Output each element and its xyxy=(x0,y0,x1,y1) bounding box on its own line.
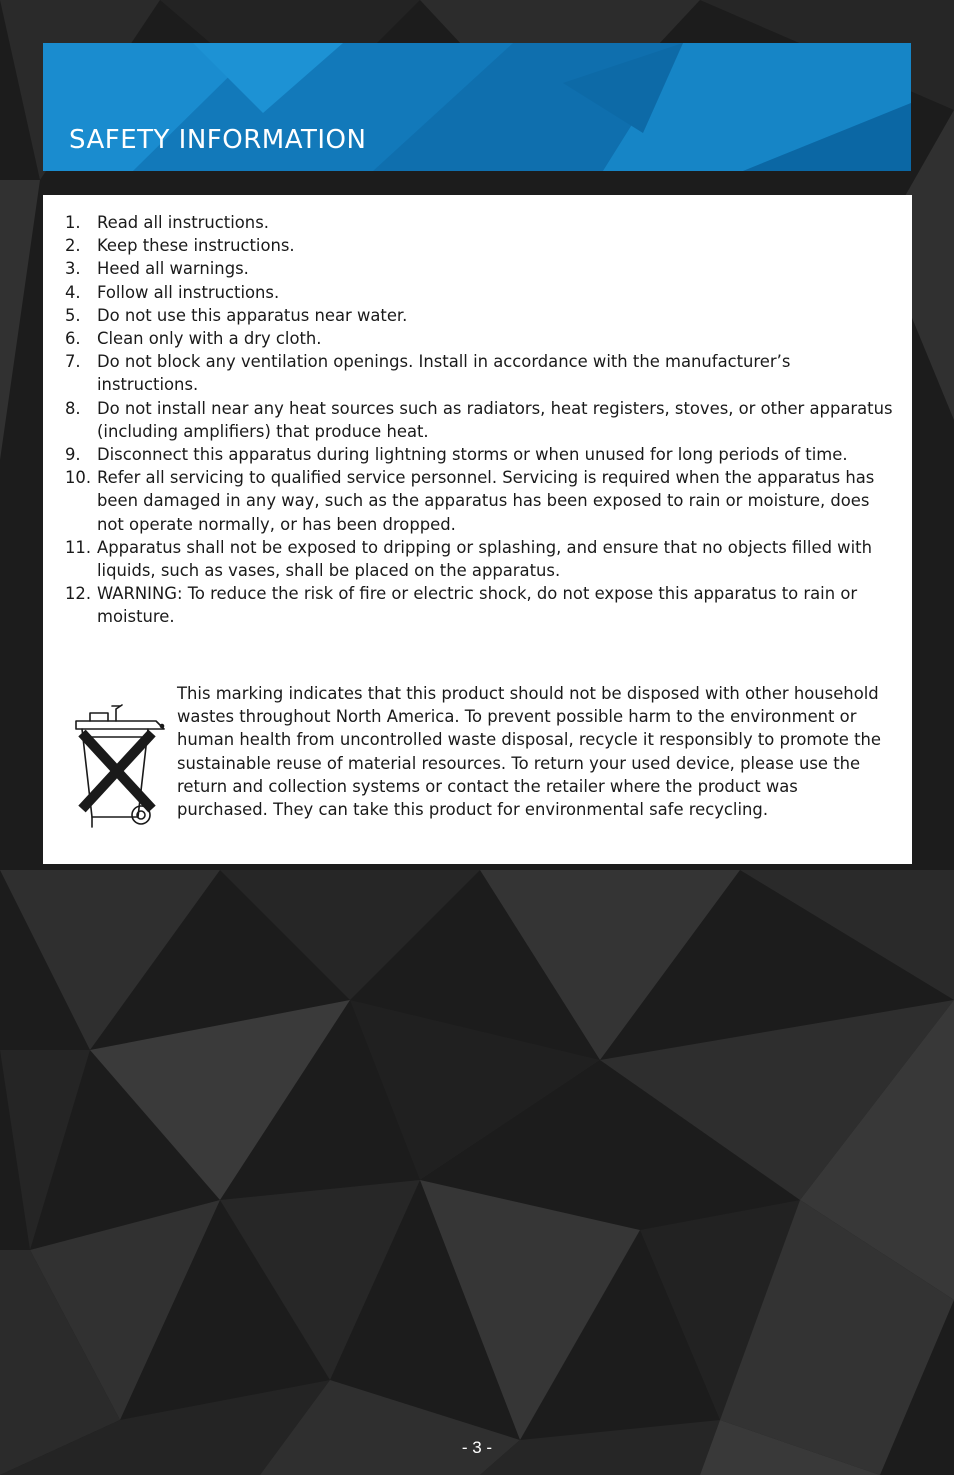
list-item-number: 9. xyxy=(65,445,81,465)
list-item-text: Keep these instructions. xyxy=(97,236,295,256)
list-item xyxy=(65,582,895,628)
list-item xyxy=(65,234,895,257)
list-item xyxy=(65,443,895,466)
section-header xyxy=(43,43,911,171)
list-item-number: 6. xyxy=(65,329,81,349)
list-item xyxy=(65,350,895,396)
list-item xyxy=(65,257,895,280)
list-item-text: Do not install near any heat sources such as radiators, heat registers, stoves, or other apparatus (including amplifiers) that produce heat. xyxy=(97,398,893,441)
list-item-text: Refer all servicing to qualified service personnel. Servicing is required when the apparatus has been damaged in any way, such as the apparatus has been exposed to rain or moisture, does not operate normally, or has been dropped. xyxy=(97,468,875,534)
list-item-text: Do not use this apparatus near water. xyxy=(97,305,408,325)
crossed-out-wheelie-bin-icon xyxy=(68,701,168,831)
list-item-number: 3. xyxy=(65,259,81,279)
list-item-text: Apparatus shall not be exposed to dripping or splashing, and ensure that no objects filled with liquids, such as vases, shall be placed on the apparatus. xyxy=(97,537,872,581)
safety-content-panel xyxy=(43,195,912,864)
list-item xyxy=(65,536,895,582)
list-item xyxy=(65,304,895,327)
list-item xyxy=(65,466,895,536)
list-item xyxy=(65,397,895,443)
list-item-number: 10. xyxy=(65,468,92,488)
list-item-text: Clean only with a dry cloth. xyxy=(97,329,322,349)
list-item-number: 2. xyxy=(65,236,81,256)
list-item-text: Do not block any ventilation openings. Install in accordance with the manufacturer’s instructions. xyxy=(97,352,791,395)
page-title: SAFETY INFORMATION xyxy=(69,125,367,155)
list-item-text: Heed all warnings. xyxy=(97,259,249,279)
list-item-text: WARNING: To reduce the risk of fire or electric shock, do not expose this apparatus to rain or moisture. xyxy=(97,584,858,627)
disposal-notice-text: This marking indicates that this product should not be disposed with other household wastes throughout North America. To prevent possible harm to the environment or human health from uncontrolled waste disposal, recycle it responsibly to promote the sustainable reuse of material resources. To return your used device, please use the return and collection systems or contact the retailer where the product was purchased. They can take this product for environmental safe recycling. xyxy=(177,684,881,820)
list-item-number: 4. xyxy=(65,282,81,302)
list-item-number: 7. xyxy=(65,352,81,372)
list-item-number: 5. xyxy=(65,305,81,325)
list-item-number: 12. xyxy=(65,584,92,604)
list-item xyxy=(65,211,895,234)
list-item-number: 1. xyxy=(65,213,81,232)
list-item-text: Read all instructions. xyxy=(97,213,269,232)
list-item-text: Disconnect this apparatus during lightning storms or when unused for long periods of time. xyxy=(97,445,848,465)
page-number: - 3 - xyxy=(461,1438,493,1457)
safety-instructions-list xyxy=(65,211,895,629)
list-item-number: 11. xyxy=(65,537,92,557)
list-item-number: 8. xyxy=(65,398,81,418)
list-item xyxy=(65,327,895,350)
list-item xyxy=(65,281,895,304)
list-item-text: Follow all instructions. xyxy=(97,282,280,302)
